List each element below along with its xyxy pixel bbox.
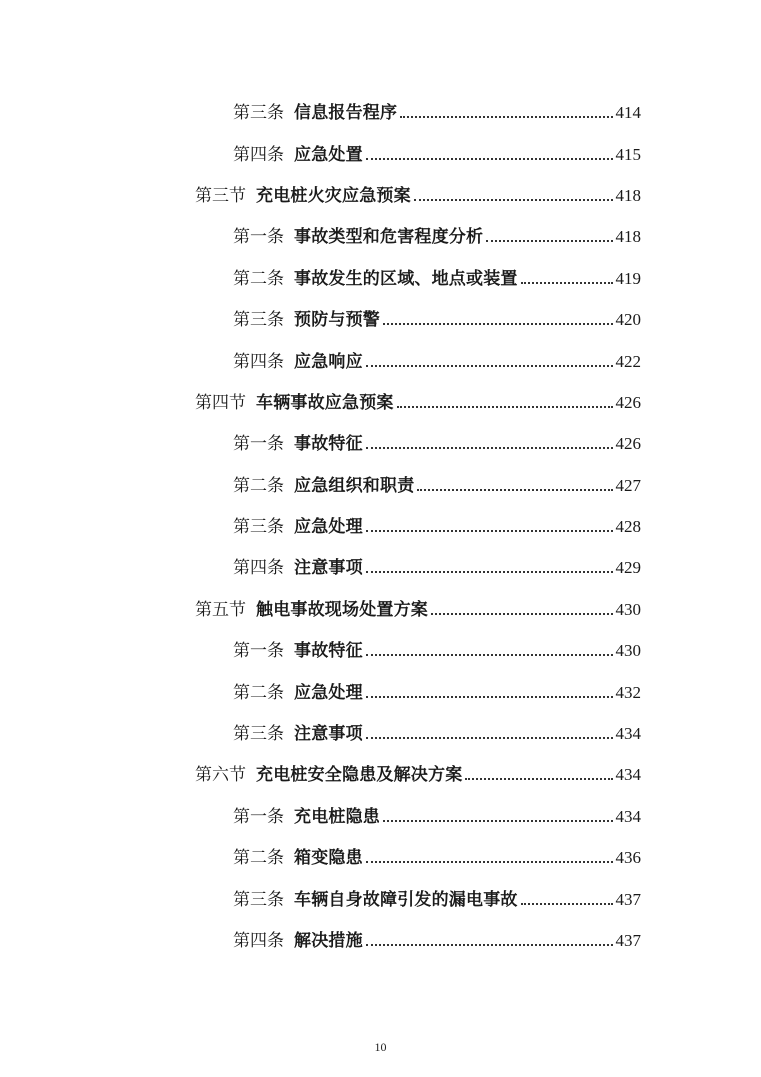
toc-entry-page-number: 434 — [615, 765, 641, 785]
toc-entry-title: 充电桩安全隐患及解决方案 — [256, 765, 463, 786]
toc-entry-page-number: 437 — [615, 889, 641, 909]
toc-article-entry[interactable] — [0, 835, 761, 876]
toc-entry-number: 第一条 — [233, 641, 284, 662]
toc-entry-number: 第一条 — [233, 227, 284, 248]
dot-leader — [366, 654, 613, 656]
dot-leader — [366, 365, 613, 367]
dot-leader — [366, 447, 613, 449]
toc-entry-line — [233, 347, 641, 372]
toc-entry-number: 第三条 — [233, 517, 284, 538]
toc-entry-page-number: 430 — [615, 641, 641, 661]
toc-entry-title: 箱变隐患 — [294, 848, 363, 869]
toc-entry-title: 应急响应 — [294, 351, 363, 372]
dot-leader — [366, 737, 613, 739]
toc-entry-line — [233, 305, 641, 330]
toc-entry-title: 充电桩火灾应急预案 — [256, 185, 411, 206]
toc-entry-number: 第三条 — [233, 724, 284, 745]
dot-leader — [414, 199, 613, 201]
toc-entry-line — [233, 926, 641, 951]
toc-entry-title: 注意事项 — [294, 724, 363, 745]
dot-leader — [486, 240, 612, 242]
toc-entry-line — [233, 802, 641, 827]
dot-leader — [400, 116, 612, 118]
toc-article-entry[interactable] — [0, 918, 761, 959]
toc-entry-line — [233, 636, 641, 661]
toc-entry-line — [233, 471, 641, 496]
toc-entry-number: 第四条 — [233, 558, 284, 579]
toc-entry-title: 解决措施 — [294, 931, 363, 951]
toc-entry-number: 第二条 — [233, 848, 284, 869]
toc-entry-line — [195, 595, 641, 620]
toc-entry-page-number: 436 — [615, 848, 641, 868]
dot-leader — [366, 571, 613, 573]
toc-entry-page-number: 434 — [615, 806, 641, 826]
toc-entry-title: 事故特征 — [294, 641, 363, 662]
toc-section-entry[interactable] — [0, 587, 761, 628]
toc-article-entry[interactable] — [0, 711, 761, 752]
dot-leader — [366, 696, 613, 698]
toc-entry-number: 第二条 — [233, 475, 284, 496]
toc-section-entry[interactable] — [0, 173, 761, 214]
toc-entry-number: 第三条 — [233, 310, 284, 331]
toc-entry-page-number: 434 — [615, 724, 641, 744]
toc-entry-line — [195, 388, 641, 413]
toc-entry-line — [233, 429, 641, 454]
toc-article-entry[interactable] — [0, 90, 761, 131]
toc-article-entry[interactable] — [0, 463, 761, 504]
toc-entry-page-number: 428 — [615, 517, 641, 537]
toc-entry-line — [233, 98, 641, 123]
toc-section-entry[interactable] — [0, 752, 761, 793]
toc-entry-line — [233, 140, 641, 165]
toc-entry-page-number: 414 — [615, 103, 641, 123]
toc-entry-number: 第一条 — [233, 434, 284, 455]
table-of-contents — [0, 90, 761, 959]
toc-entry-number: 第一条 — [233, 806, 284, 827]
toc-article-entry[interactable] — [0, 669, 761, 710]
dot-leader — [366, 944, 613, 946]
dot-leader — [521, 282, 613, 284]
dot-leader — [383, 323, 613, 325]
toc-entry-title: 信息报告程序 — [294, 103, 398, 124]
toc-entry-number: 第四条 — [233, 931, 284, 951]
dot-leader — [431, 613, 613, 615]
toc-article-entry[interactable] — [0, 297, 761, 338]
toc-entry-page-number: 437 — [615, 931, 641, 950]
toc-entry-title: 触电事故现场处置方案 — [256, 599, 428, 620]
toc-article-entry[interactable] — [0, 876, 761, 917]
toc-entry-page-number: 419 — [615, 268, 641, 288]
toc-entry-title: 应急处置 — [294, 144, 363, 165]
toc-entry-number: 第二条 — [233, 268, 284, 289]
toc-entry-title: 预防与预警 — [294, 310, 380, 331]
toc-entry-number: 第六节 — [195, 765, 246, 786]
toc-entry-number: 第二条 — [233, 682, 284, 703]
toc-entry-title: 注意事项 — [294, 558, 363, 579]
toc-entry-page-number: 422 — [615, 351, 641, 371]
toc-article-entry[interactable] — [0, 504, 761, 545]
toc-entry-title: 车辆自身故障引发的漏电事故 — [294, 889, 518, 910]
toc-article-entry[interactable] — [0, 794, 761, 835]
toc-entry-number: 第四条 — [233, 144, 284, 165]
toc-entry-page-number: 418 — [615, 185, 641, 205]
toc-entry-number: 第五节 — [195, 599, 246, 620]
dot-leader — [397, 406, 613, 408]
toc-entry-title: 事故发生的区域、地点或装置 — [294, 268, 518, 289]
toc-entry-title: 应急处理 — [294, 517, 363, 538]
toc-entry-title: 充电桩隐患 — [294, 806, 380, 827]
toc-entry-page-number: 427 — [615, 475, 641, 495]
toc-entry-number: 第四节 — [195, 392, 246, 413]
dot-leader — [366, 158, 613, 160]
toc-entry-line — [233, 843, 641, 868]
toc-article-entry[interactable] — [0, 338, 761, 379]
toc-entry-page-number: 432 — [615, 682, 641, 702]
toc-entry-line — [233, 512, 641, 537]
dot-leader — [366, 861, 613, 863]
toc-entry-page-number: 426 — [615, 434, 641, 454]
toc-entry-line — [233, 719, 641, 744]
toc-entry-title: 应急组织和职责 — [294, 475, 415, 496]
toc-entry-title: 事故特征 — [294, 434, 363, 455]
toc-entry-page-number: 420 — [615, 310, 641, 330]
dot-leader — [383, 820, 613, 822]
toc-section-entry[interactable] — [0, 380, 761, 421]
dot-leader — [417, 489, 612, 491]
toc-article-entry[interactable] — [0, 545, 761, 586]
toc-entry-number: 第三条 — [233, 103, 284, 124]
toc-entry-page-number: 415 — [615, 144, 641, 164]
toc-entry-line — [195, 181, 641, 206]
toc-entry-number: 第三条 — [233, 889, 284, 910]
toc-entry-number: 第三节 — [195, 185, 246, 206]
dot-leader — [465, 778, 612, 780]
toc-entry-line — [195, 760, 641, 785]
toc-entry-title: 应急处理 — [294, 682, 363, 703]
toc-entry-line — [233, 553, 641, 578]
toc-article-entry[interactable] — [0, 628, 761, 669]
toc-entry-page-number: 426 — [615, 392, 641, 412]
dot-leader — [366, 530, 613, 532]
toc-entry-line — [233, 885, 641, 910]
page-number: 10 — [374, 1040, 387, 1054]
toc-entry-page-number: 418 — [615, 227, 641, 247]
toc-entry-line — [233, 264, 641, 289]
toc-article-entry[interactable] — [0, 214, 761, 255]
toc-article-entry[interactable] — [0, 256, 761, 297]
toc-entry-number: 第四条 — [233, 351, 284, 372]
toc-article-entry[interactable] — [0, 421, 761, 462]
toc-entry-title: 事故类型和危害程度分析 — [294, 227, 484, 248]
toc-entry-page-number: 430 — [615, 599, 641, 619]
toc-entry-line — [233, 222, 641, 247]
toc-entry-line — [233, 678, 641, 703]
toc-article-entry[interactable] — [0, 131, 761, 172]
dot-leader — [521, 903, 613, 905]
toc-entry-page-number: 429 — [615, 558, 641, 578]
toc-entry-title: 车辆事故应急预案 — [256, 392, 394, 413]
